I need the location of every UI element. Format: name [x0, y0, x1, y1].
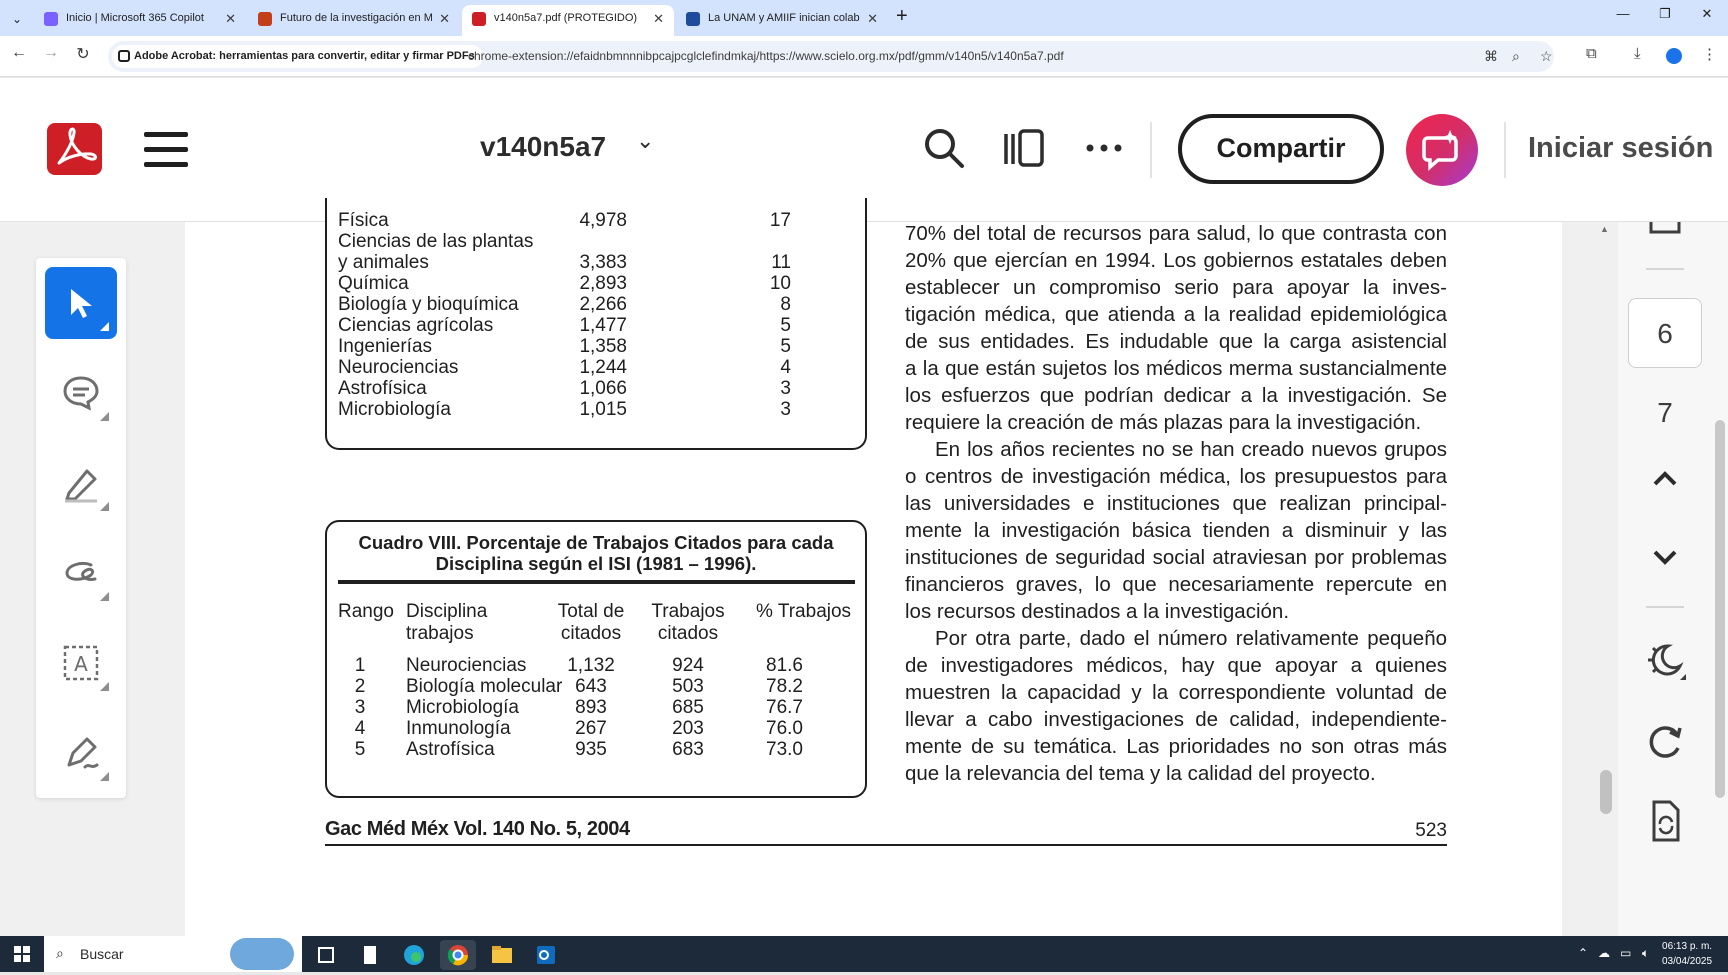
- column-header-trabajos: Trabajos: [651, 601, 725, 622]
- cell-total: 3,383: [579, 252, 627, 273]
- journal-footer: Gac Méd Méx Vol. 140 No. 5, 2004: [325, 818, 630, 840]
- powerpoint-favicon-icon: [258, 12, 272, 26]
- body-text-line: 70% del total de recursos para salud, lo que contrasta con: [905, 222, 1447, 245]
- sign-in-link[interactable]: Iniciar sesión: [1528, 132, 1714, 164]
- cell-total-citados: 643: [575, 676, 607, 697]
- text-box-icon: [61, 643, 101, 683]
- svg-text:A: A: [74, 652, 88, 676]
- cell-rango: 1: [354, 655, 366, 676]
- cell-disciplina: Biología molecular: [406, 676, 563, 697]
- acrobat-logo-icon[interactable]: [47, 123, 102, 175]
- page-number-footer: 523: [1415, 820, 1447, 841]
- table-viii-title-rule: [338, 580, 855, 584]
- body-text-line: los recursos destinados a la investigación.: [905, 600, 1290, 623]
- taskbar-clock[interactable]: [1662, 939, 1712, 969]
- column-header-disciplina-line2: trabajos: [406, 623, 474, 644]
- body-text-line: que la relevancia del tema y la calidad del proyecto.: [905, 762, 1376, 785]
- windows-start-icon[interactable]: [14, 946, 30, 962]
- edge-browser-icon[interactable]: [396, 940, 432, 970]
- body-text-line: o centros de investigación médica, los presupuestos para: [905, 465, 1447, 488]
- cell-porcentaje: 76.0: [766, 718, 803, 739]
- cell-disciplina: Neurociencias: [338, 357, 459, 378]
- search-highlight-dolphin-icon: [230, 938, 294, 970]
- cell-porcentaje: 10: [769, 273, 791, 294]
- main-menu-icon[interactable]: [144, 130, 188, 168]
- cell-rango: 5: [354, 739, 366, 760]
- cell-trabajos-citados: 503: [672, 676, 704, 697]
- tab-title: Inicio | Microsoft 365 Copilot: [66, 12, 204, 24]
- cell-porcentaje: 78.2: [766, 676, 803, 697]
- body-text-line: de investigadores médicos, hay que apoyar a quienes: [905, 654, 1447, 677]
- cell-total: 1,066: [579, 378, 627, 399]
- document-title[interactable]: v140n5a7: [480, 131, 607, 162]
- cell-disciplina: Astrofísica: [406, 739, 495, 760]
- bookmark-star-icon[interactable]: ☆: [1540, 48, 1553, 64]
- browser-tab[interactable]: [34, 5, 246, 36]
- site-info-chip[interactable]: [112, 45, 483, 68]
- body-text-line: instituciones de seguridad social atraviesan por problemas: [905, 546, 1447, 569]
- reload-icon[interactable]: ↻: [76, 46, 90, 63]
- header-divider: [1504, 122, 1506, 178]
- body-text-line: mente de su temática. Las prioridades no son otras más: [905, 735, 1447, 758]
- volume-speaker-icon[interactable]: 🔈︎: [1642, 946, 1650, 960]
- cell-disciplina: Química: [338, 273, 409, 294]
- highlighter-pen-icon: [61, 463, 101, 503]
- close-tab-icon[interactable]: ✕: [867, 11, 878, 26]
- rail-scrollbar-thumb[interactable]: [1715, 420, 1725, 798]
- cell-porcentaje: 3: [780, 399, 791, 420]
- close-tab-icon[interactable]: ✕: [653, 11, 664, 26]
- next-page-indicator[interactable]: 7: [1657, 397, 1673, 428]
- cell-disciplina: Biología y bioquímica: [338, 294, 519, 315]
- header-divider: [1150, 122, 1152, 178]
- site-chip-label: Adobe Acrobat: herramientas para convertir, editar y firmar PDFs: [134, 50, 475, 62]
- freehand-draw-icon: [61, 553, 101, 593]
- news-favicon-icon: [686, 12, 700, 26]
- body-text-line: Por otra parte, dado el número relativamente pequeño: [935, 627, 1447, 650]
- page-up-chevron-icon[interactable]: [1628, 458, 1702, 498]
- body-text-line: a la que están sujetos los médicos merma sustancialmente: [905, 357, 1447, 380]
- table-viii-title: Cuadro VIII. Porcentaje de Trabajos Citados para cada: [358, 532, 834, 553]
- footer-rule: [325, 844, 1447, 846]
- body-text-line: En los años recientes no se han creado nuevos grupos: [935, 438, 1447, 461]
- cell-total: 1,477: [579, 315, 627, 336]
- search-icon: ⌕: [56, 945, 64, 961]
- column-header-trabajos-line2: citados: [657, 623, 719, 644]
- cell-total-citados: 1,132: [567, 655, 615, 676]
- onedrive-cloud-icon[interactable]: ☁: [1598, 946, 1610, 960]
- file-explorer-icon[interactable]: [484, 940, 520, 970]
- body-text-line: financieros graves, lo que necesariamente repercute en: [905, 573, 1447, 596]
- restore-window-icon[interactable]: ❐: [1659, 6, 1671, 21]
- cell-porcentaje: 8: [780, 294, 791, 315]
- search-icon[interactable]: [922, 126, 966, 170]
- cell-porcentaje: 73.0: [766, 739, 803, 760]
- body-text-line: establecer un compromiso serio para apoyar la inves-: [905, 276, 1447, 299]
- cell-porcentaje: 76.7: [766, 697, 803, 718]
- body-text-line: llevar a cabo investigaciones de calidad, independiente-: [905, 708, 1447, 731]
- outlook-app-icon[interactable]: [528, 940, 564, 970]
- cell-porcentaje: 5: [780, 315, 791, 336]
- cell-total: 4,978: [579, 210, 627, 231]
- taskbar-search-label: Buscar: [80, 946, 124, 962]
- cell-total: 2,893: [579, 273, 627, 294]
- cell-rango: 2: [354, 676, 366, 697]
- text-box-tool-button[interactable]: [45, 627, 117, 699]
- page-down-chevron-icon[interactable]: [1628, 538, 1702, 578]
- translate-icon[interactable]: ⌘: [1484, 48, 1498, 64]
- cell-rango: 3: [354, 697, 366, 718]
- network-icon[interactable]: ▭: [1620, 946, 1632, 960]
- tab-title: Futuro de la investigación en M: [280, 12, 433, 24]
- cell-trabajos-citados: 203: [672, 718, 704, 739]
- cell-disciplina: Neurociencias: [406, 655, 527, 676]
- cell-disciplina: Ciencias agrícolas: [338, 315, 494, 336]
- select-tool-button[interactable]: [45, 267, 117, 339]
- body-text-line: mente la investigación básica tienden a disminuir y las: [905, 519, 1447, 542]
- rail-scrollbar[interactable]: [1712, 222, 1728, 936]
- cursor-arrow-icon: [61, 283, 101, 323]
- browser-tab[interactable]: [676, 5, 888, 36]
- cell-trabajos-citados: 924: [672, 655, 704, 676]
- signature-pen-icon: [61, 733, 101, 773]
- close-window-icon[interactable]: ✕: [1701, 6, 1713, 21]
- tool-rail: [36, 258, 126, 798]
- scroll-up-arrow-icon[interactable]: ▲: [1600, 224, 1609, 234]
- ai-assistant-button[interactable]: [1406, 114, 1478, 186]
- cell-porcentaje: 11: [771, 252, 791, 273]
- close-tab-icon[interactable]: ✕: [439, 11, 450, 26]
- clock-date: 03/04/2025: [1662, 956, 1713, 967]
- share-button[interactable]: Compartir: [1178, 114, 1384, 184]
- close-tab-icon[interactable]: ✕: [225, 11, 236, 26]
- rail-separator: [1646, 606, 1684, 608]
- address-bar[interactable]: [108, 41, 1554, 72]
- forward-arrow-icon[interactable]: →: [43, 44, 59, 61]
- tab-title: La UNAM y AMIIF inician colab: [708, 12, 860, 24]
- pdf-favicon-icon: [472, 12, 486, 26]
- task-view-icon[interactable]: [308, 940, 344, 970]
- taskbar-search-box[interactable]: [44, 936, 302, 972]
- clock-time: 06:13 p. m.: [1662, 941, 1713, 952]
- column-header-total-line2: citados: [560, 623, 622, 644]
- cell-disciplina: Ingenierías: [338, 336, 433, 357]
- table-viii-title-line2: Disciplina según el ISI (1981 – 1996).: [435, 553, 757, 574]
- more-options-icon[interactable]: [1082, 126, 1126, 170]
- column-header-porcentaje: % Trabajos: [756, 601, 852, 622]
- browser-tab-strip: [0, 0, 1728, 36]
- cell-disciplina: y animales: [338, 252, 429, 273]
- zoom-icon[interactable]: ⌕: [1512, 48, 1520, 64]
- refresh-rotate-icon[interactable]: [1628, 716, 1702, 766]
- column-header-disciplina: Disciplina: [406, 601, 488, 622]
- browser-tab-active[interactable]: [462, 5, 674, 36]
- body-text-line: requiere la creación de más plazas para la investigación.: [905, 411, 1422, 434]
- cell-disciplina: Astrofísica: [338, 378, 427, 399]
- cell-porcentaje: 3: [780, 378, 791, 399]
- profile-avatar-icon[interactable]: [1666, 48, 1682, 64]
- tray-expand-chevron-icon[interactable]: ⌃: [1578, 946, 1589, 960]
- pdf-page: [185, 210, 1562, 936]
- body-text-line: muestren la capacidad y la correspondiente voluntad de: [905, 681, 1447, 704]
- cell-total: 1,015: [579, 399, 627, 420]
- new-tab-button[interactable]: +: [896, 5, 908, 27]
- tab-title: v140n5a7.pdf (PROTEGIDO): [494, 12, 638, 24]
- cell-porcentaje: 4: [780, 357, 791, 378]
- cell-total: 2,266: [579, 294, 627, 315]
- copilot-favicon-icon: [44, 12, 58, 26]
- browser-toolbar: [0, 36, 1728, 77]
- cell-trabajos-citados: 685: [672, 697, 704, 718]
- more-menu-icon[interactable]: ⋮: [1702, 46, 1717, 63]
- highlight-tool-button[interactable]: [45, 447, 117, 519]
- scrollbar-thumb[interactable]: [1600, 770, 1612, 814]
- cell-rango: 4: [354, 718, 366, 739]
- cell-porcentaje: 17: [769, 210, 791, 231]
- column-header-total: Total de: [557, 601, 625, 622]
- body-text-line: los esfuerzos que podrían dedicar a la investigación. Se: [905, 384, 1447, 407]
- windows-taskbar: [0, 936, 1728, 972]
- extension-icon: [118, 50, 130, 62]
- cell-total-citados: 935: [575, 739, 607, 760]
- cell-disciplina: Microbiología: [406, 697, 519, 718]
- sign-tool-button[interactable]: [45, 717, 117, 789]
- body-text-line: las universidades e instituciones que realizan principal-: [905, 492, 1447, 515]
- cell-disciplina: Física: [338, 210, 389, 231]
- column-header-rango: Rango: [338, 601, 394, 622]
- body-text-line: de sus entidades. Es indudable que la carga asistencial: [905, 330, 1447, 353]
- body-text-line: tigación médica, que atienda a la realidad epidemiológica: [905, 303, 1447, 326]
- thumbnails-icon[interactable]: [1002, 126, 1046, 170]
- cell-disciplina: Inmunología: [406, 718, 511, 739]
- comment-icon: [61, 373, 101, 413]
- rail-separator: [1646, 268, 1684, 270]
- chrome-browser-icon[interactable]: [440, 940, 476, 970]
- draw-tool-button[interactable]: [45, 537, 117, 609]
- document-scrollbar[interactable]: [1596, 222, 1616, 936]
- url-text[interactable]: chrome-extension://efaidnbmnnnibpcajpcglclefindmkaj/https://www.scielo.org.mx/pdf/gmm/v140n5/v140n5a7.pdf: [468, 49, 1064, 63]
- extensions-puzzle-icon[interactable]: ⧉: [1586, 45, 1597, 62]
- minimize-window-icon[interactable]: —: [1616, 6, 1630, 21]
- cell-porcentaje: 81.6: [766, 655, 803, 676]
- pdf-viewer: [0, 210, 1728, 936]
- cell-porcentaje: 5: [780, 336, 791, 357]
- download-icon[interactable]: ⤓: [1634, 45, 1641, 62]
- chevron-down-icon[interactable]: ⌄: [636, 128, 655, 153]
- browser-tab[interactable]: [248, 5, 460, 36]
- dark-mode-moon-icon[interactable]: [1628, 636, 1702, 686]
- tab-search-chevron-icon[interactable]: ⌄: [11, 12, 23, 26]
- cell-total: 1,358: [579, 336, 627, 357]
- cell-disciplina: Ciencias de las plantas: [338, 231, 534, 252]
- cell-total-citados: 267: [575, 718, 607, 739]
- page-thumbnail-icon[interactable]: [1628, 222, 1702, 252]
- current-page-indicator[interactable]: 6: [1628, 298, 1702, 368]
- cell-total: 1,244: [579, 357, 627, 378]
- body-text-line: 20% que ejercían en 1994. Los gobiernos estatales deben: [905, 249, 1447, 272]
- cell-trabajos-citados: 683: [672, 739, 704, 760]
- back-arrow-icon[interactable]: ←: [11, 44, 27, 61]
- article-body-text: [905, 220, 1447, 787]
- cell-total-citados: 893: [575, 697, 607, 718]
- notepad-app-icon[interactable]: [352, 940, 388, 970]
- cell-disciplina: Microbiología: [338, 399, 451, 420]
- comment-tool-button[interactable]: [45, 357, 117, 429]
- document-convert-icon[interactable]: [1628, 796, 1702, 846]
